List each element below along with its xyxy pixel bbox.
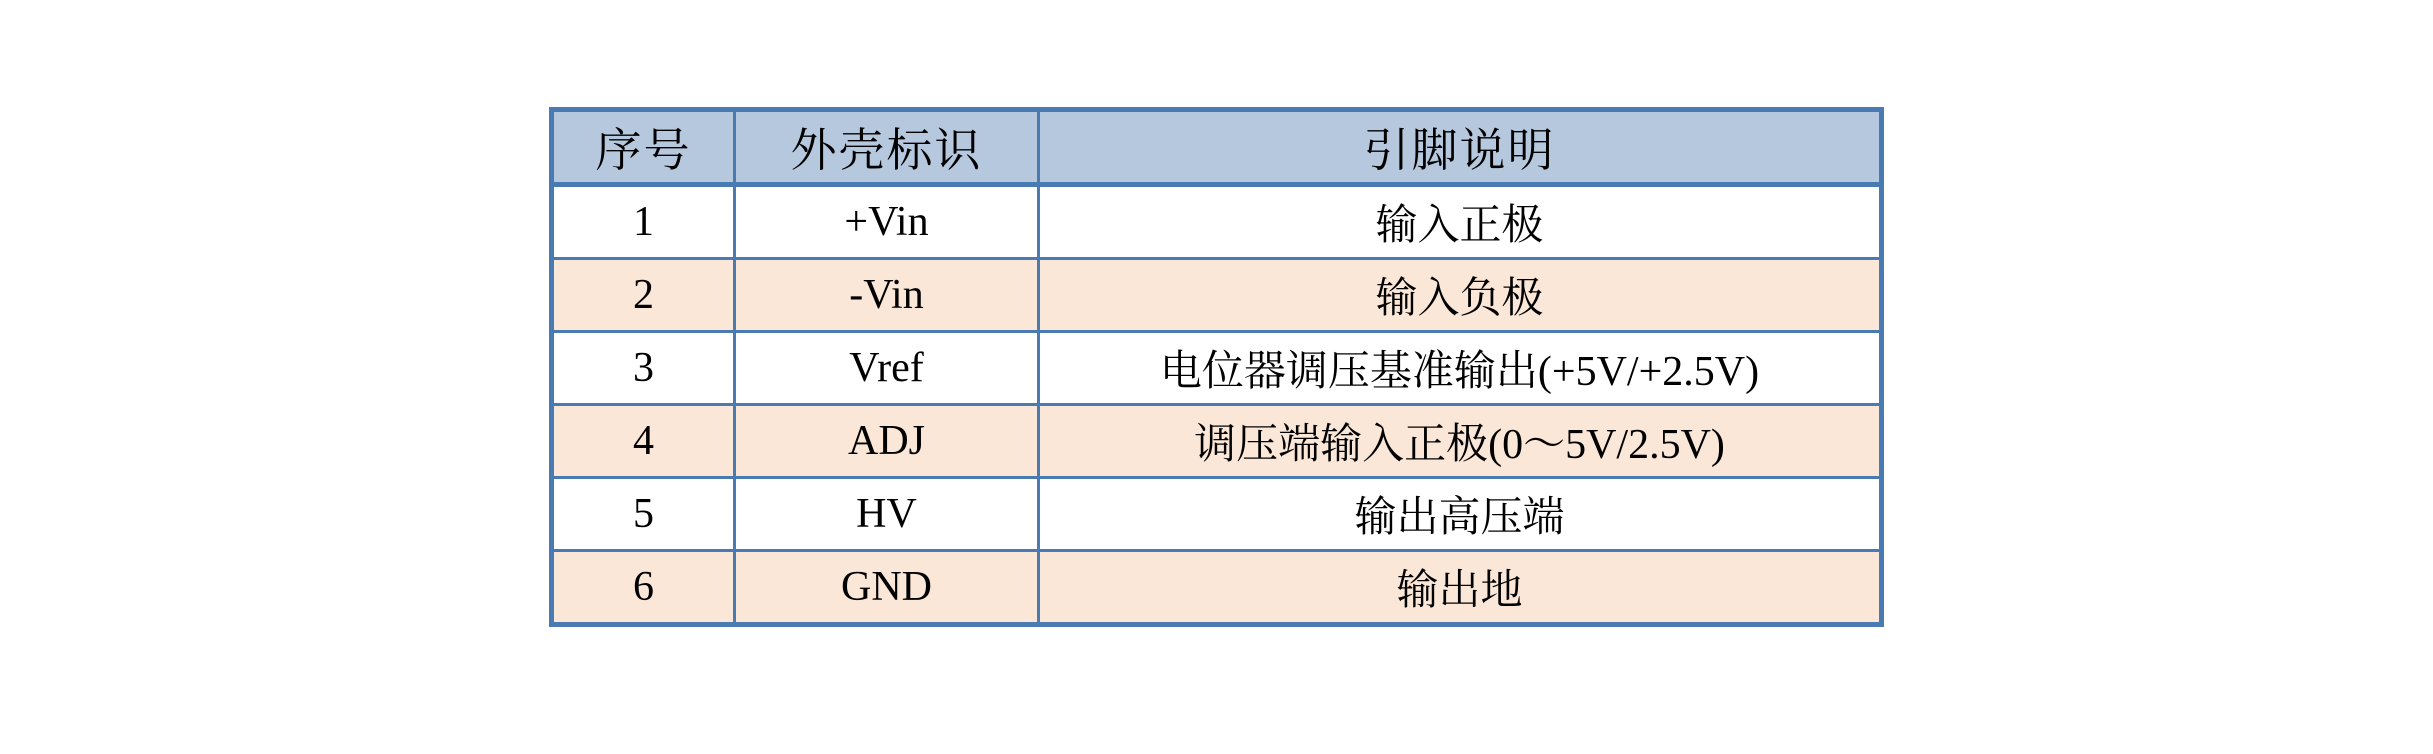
table-cell-desc: 输入正极: [1039, 185, 1882, 259]
table-cell-desc: 输出高压端: [1039, 478, 1882, 551]
table-header-row: [552, 110, 1882, 185]
table-cell-num: 6: [552, 551, 735, 625]
table-row: [552, 332, 1882, 405]
table-cell-num: 1: [552, 185, 735, 259]
table-cell-label: HV: [735, 478, 1039, 551]
table-cell-desc: 电位器调压基准输出(+5V/+2.5V): [1039, 332, 1882, 405]
pin-description-table: [549, 107, 1884, 627]
table-cell-desc: 调压端输入正极(0～5V/2.5V): [1039, 405, 1882, 478]
table-body: [552, 185, 1882, 625]
table-row: [552, 478, 1882, 551]
header-cell-pin-description: 引脚说明: [1039, 110, 1882, 185]
table-cell-num: 3: [552, 332, 735, 405]
table-cell-label: +Vin: [735, 185, 1039, 259]
table-cell-desc: 输入负极: [1039, 259, 1882, 332]
header-cell-case-marking: 外壳标识: [735, 110, 1039, 185]
table-row: [552, 551, 1882, 625]
pin-table-container: [0, 107, 2433, 627]
table-row: [552, 259, 1882, 332]
table-row: [552, 185, 1882, 259]
table-row: [552, 405, 1882, 478]
table-cell-num: 5: [552, 478, 735, 551]
table-cell-label: -Vin: [735, 259, 1039, 332]
table-cell-num: 4: [552, 405, 735, 478]
table-cell-desc: 输出地: [1039, 551, 1882, 625]
table-cell-label: Vref: [735, 332, 1039, 405]
table-cell-label: ADJ: [735, 405, 1039, 478]
table-cell-label: GND: [735, 551, 1039, 625]
header-cell-index: 序号: [552, 110, 735, 185]
table-cell-num: 2: [552, 259, 735, 332]
